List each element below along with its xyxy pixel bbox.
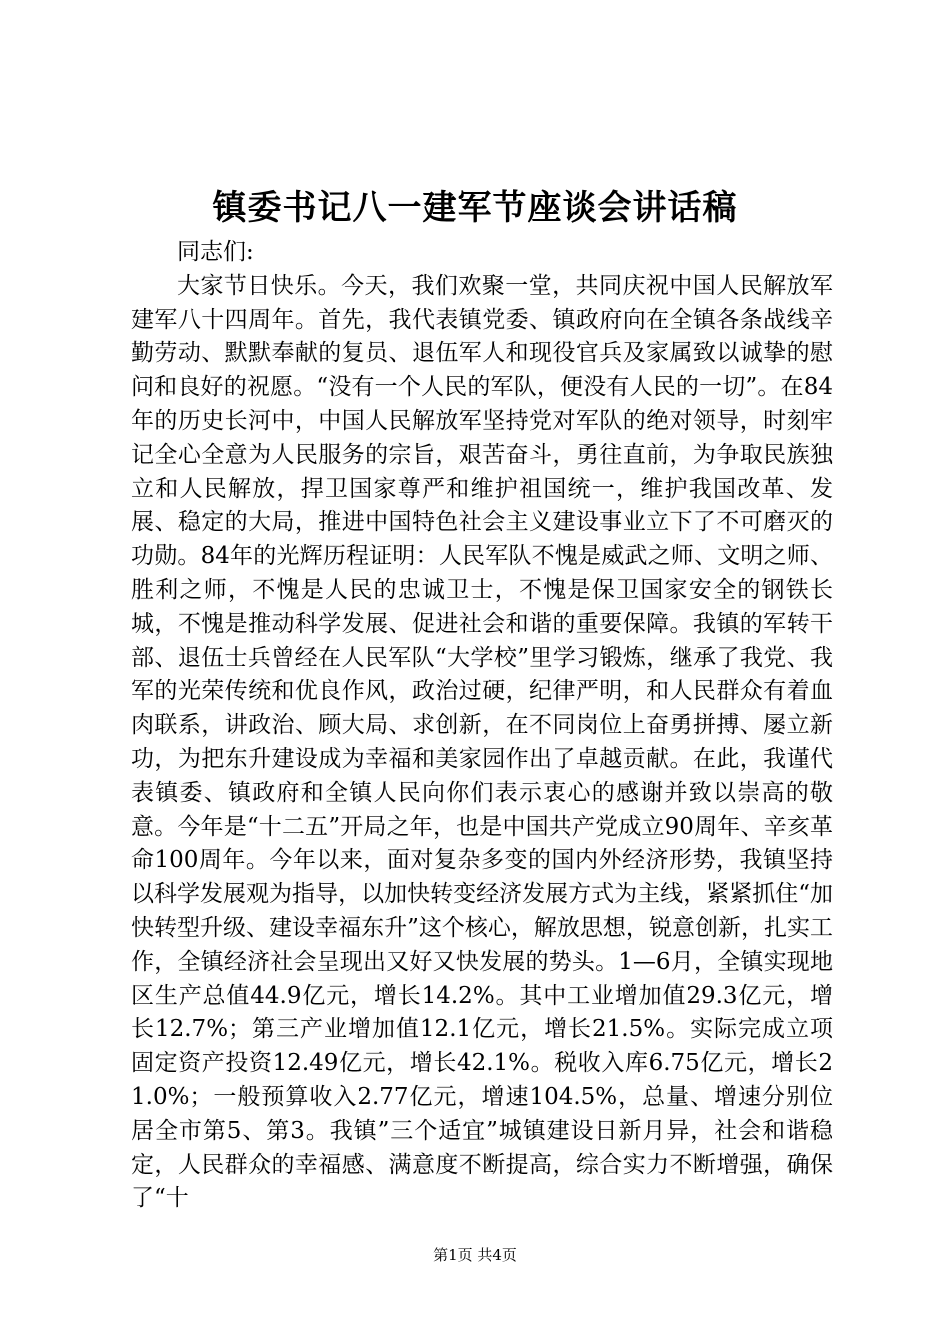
- salutation: 同志们:: [177, 239, 254, 265]
- document-body: [131, 236, 833, 1216]
- body-paragraph: 大家节日快乐。今天，我们欢聚一堂，共同庆祝中国人民解放军建军八十四周年。首先，我代表镇党委、镇政府向在全镇各条战线辛勤劳动、默默奉献的复员、退伍军人和现役官兵及家属致以诚挚的慰问和良好的祝愿。“没有一个人民的军队，便没有人民的一切”。在84年的历史长河中，中国人民解放军坚持党对军队的绝对领导，时刻牢记全心全意为人民服务的宗旨，艰苦奋斗，勇往直前，为争取民族独立和人民解放，捍卫国家尊严和维护祖国统一，维护我国改革、发展、稳定的大局，推进中国特色社会主义建设事业立下了不可磨灭的功勋。84年的光辉历程证明：人民军队不愧是威武之师、文明之师、胜利之师，不愧是人民的忠诚卫士，不愧是保卫国家安全的钢铁长城，不愧是推动科学发展、促进社会和谐的重要保障。我镇的军转干部、退伍士兵曾经在人民军队“大学校”里学习锻炼，继承了我党、我军的光荣传统和优良作风，政治过硬，纪律严明，和人民群众有着血肉联系，讲政治、顾大局、求创新，在不同岗位上奋勇拼搏、屡立新功，为把东升建设成为幸福和美家园作出了卓越贡献。在此，我谨代表镇委、镇政府和全镇人民向你们表示衷心的感谢并致以崇高的敬意。今年是“十二五”开局之年，也是中国共产党成立90周年、辛亥革命100周年。今年以来，面对复杂多变的国内外经济形势，我镇坚持以科学发展观为指导，以加快转变经济发展方式为主线，紧紧抓住“加快转型升级、建设幸福东升”这个核心，解放思想，锐意创新，扎实工作，全镇经济社会呈现出又好又快发展的势头。1—6月，全镇实现地区生产总值44.9亿元，增长14.2%。其中工业增加值29.3亿元，增长12.7%；第三产业增加值12.1亿元，增长21.5%。实际完成立项固定资产投资12.49亿元，增长42.1%。税收入库6.75亿元，增长21.0%；一般预算收入2.77亿元，增速104.5%，总量、增速分别位居全市第5、第3。我镇”三个适宜”城镇建设日新月异，社会和谐稳定，人民群众的幸福感、满意度不断提高，综合实力不断增强，确保了“十: [131, 272, 833, 1212]
- page-indicator: 第1页 共4页: [433, 1246, 517, 1264]
- document-title: 镇委书记八一建军节座谈会讲话稿: [212, 188, 738, 228]
